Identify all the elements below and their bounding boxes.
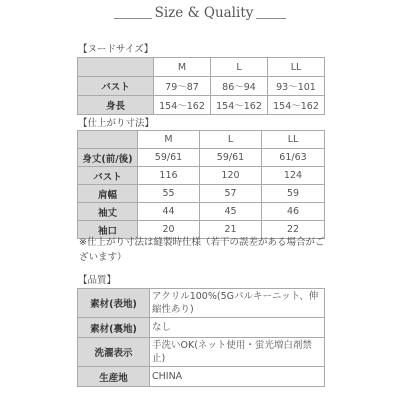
table-row (78, 367, 325, 387)
table-cell: アクリル100%(5Gパルキーニット、伸縮性あり) (150, 289, 325, 318)
table-cell: なし (150, 318, 325, 338)
table-cell: 21 (200, 221, 262, 239)
quality-table (77, 288, 325, 387)
table-cell: 45 (200, 203, 262, 221)
table-cell: 59/61 (200, 149, 262, 167)
table-row (78, 149, 325, 167)
table-cell: 59/61 (138, 149, 200, 167)
column-header: M (138, 131, 200, 149)
row-label: 生産地 (78, 367, 150, 387)
finished-size-title: 【仕上がり寸法】 (78, 118, 155, 129)
table-cell: 44 (138, 203, 200, 221)
row-label: 素材(表地) (78, 289, 150, 318)
table-row (78, 289, 325, 318)
table-cell: 154〜162 (211, 96, 268, 115)
table-header-row (78, 58, 325, 77)
table-cell: 59 (262, 185, 325, 203)
row-label: 肩幅 (78, 185, 138, 203)
column-header: L (211, 58, 268, 77)
header-rule-left (114, 18, 152, 19)
column-header: LL (262, 131, 325, 149)
row-label: 洗濯表示 (78, 338, 150, 367)
table-header-row (78, 131, 325, 149)
table-cell: 124 (262, 167, 325, 185)
column-header: LL (268, 58, 325, 77)
table-cell: CHINA (150, 367, 325, 387)
table-row (78, 203, 325, 221)
column-header: M (154, 58, 211, 77)
quality-title: 【品質】 (78, 275, 117, 286)
row-label: 袖口 (78, 221, 138, 239)
table-cell: 22 (262, 221, 325, 239)
table-cell: 61/63 (262, 149, 325, 167)
row-label: 袖丈 (78, 203, 138, 221)
table-row (78, 318, 325, 338)
table-cell: 154〜162 (268, 96, 325, 115)
table-cell: 79〜87 (154, 77, 211, 96)
row-label: 素材(裏地) (78, 318, 150, 338)
row-label: バスト (78, 77, 154, 96)
table-row (78, 77, 325, 96)
corner-cell (78, 131, 138, 149)
table-cell: 20 (138, 221, 200, 239)
table-cell: 57 (200, 185, 262, 203)
table-cell: 46 (262, 203, 325, 221)
table-cell: 93〜101 (268, 77, 325, 96)
table-cell: 120 (200, 167, 262, 185)
header-rule-right (256, 18, 286, 19)
page-title: Size & Quality (154, 5, 254, 21)
table-row (78, 185, 325, 203)
row-label: 身長 (78, 96, 154, 115)
finished-size-table (77, 130, 325, 239)
column-header: L (200, 131, 262, 149)
table-cell: 154〜162 (154, 96, 211, 115)
finished-size-note: ※仕上がり寸法は縫製時仕様（若干の誤差がある場合がございます） (79, 237, 325, 263)
nude-size-title: 【ヌードサイズ】 (78, 44, 154, 55)
corner-cell (78, 58, 154, 77)
table-row (78, 338, 325, 367)
page-header (0, 4, 400, 30)
table-cell: 86〜94 (211, 77, 268, 96)
table-row (78, 96, 325, 115)
nude-size-table (77, 57, 325, 115)
table-cell: 55 (138, 185, 200, 203)
table-cell: 手洗いOK(ネット使用・蛍光増白剤禁止) (150, 338, 325, 367)
table-cell: 116 (138, 167, 200, 185)
row-label: 身丈(前/後) (78, 149, 138, 167)
row-label: バスト (78, 167, 138, 185)
table-row (78, 167, 325, 185)
